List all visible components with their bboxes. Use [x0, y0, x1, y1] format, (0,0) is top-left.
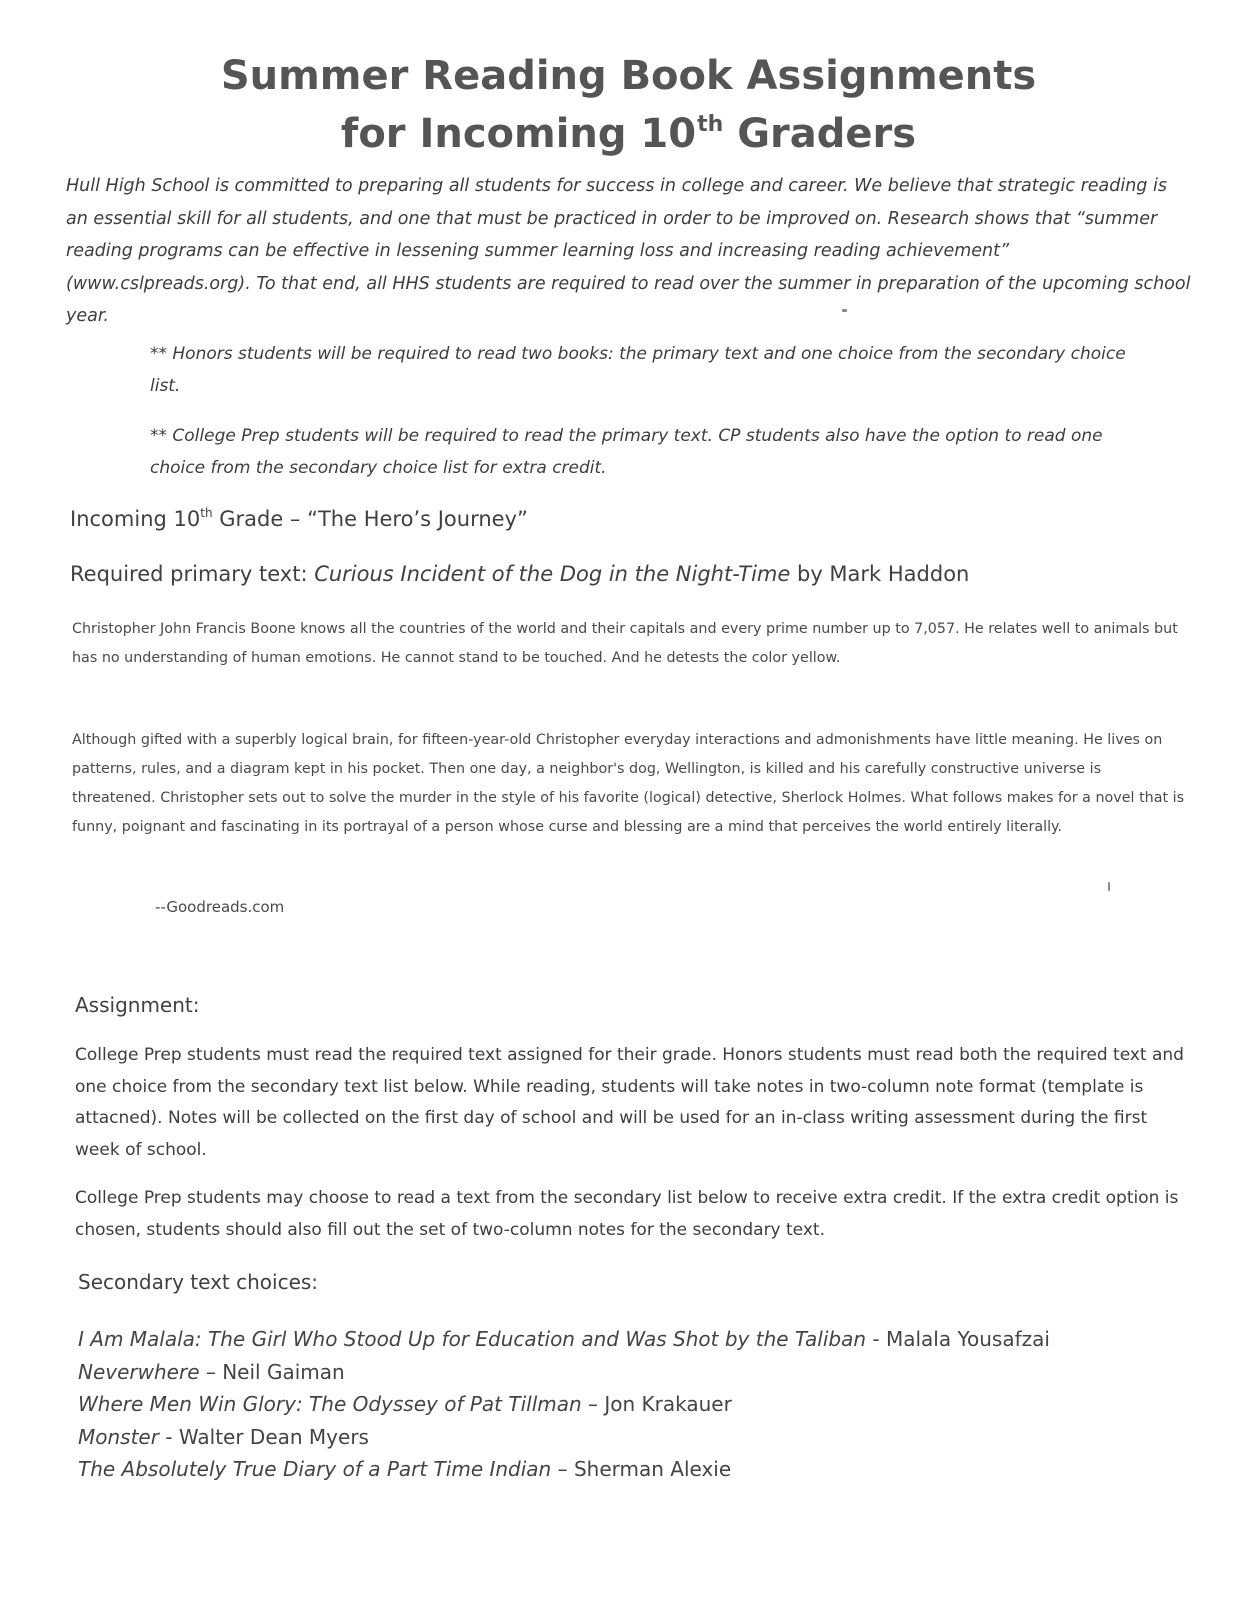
honors-note: ** Honors students will be required to read two books: the primary text and one choice from the secondary choice list. [150, 344, 1126, 396]
heading-superscript: th [200, 506, 213, 520]
book-title: Neverwhere [78, 1359, 200, 1384]
list-item [78, 1453, 1050, 1486]
list-item [78, 1388, 1050, 1421]
title-text: Graders [723, 111, 917, 157]
primary-label: Required primary text: [70, 562, 315, 586]
list-item [78, 1421, 1050, 1454]
scan-speck [1108, 882, 1110, 891]
book-author: - Malala Yousafzai [866, 1327, 1050, 1351]
title-superscript: th [697, 112, 724, 137]
primary-book-author: by Mark Haddon [790, 562, 970, 586]
book-author: – Jon Krakauer [581, 1392, 732, 1416]
secondary-book-list [78, 1323, 1050, 1486]
primary-book-title: Curious Incident of the Dog in the Night-Time [314, 562, 791, 586]
assignment-paragraph-2: College Prep students may choose to read a text from the secondary list below to receive extra credit. If the extra credit option is chosen, students should also fill out the set of two-column notes for the secondary text. [75, 1188, 1179, 1240]
intro-paragraph: Hull High School is committed to preparing all students for success in college and career. We believe that strategic reading is an essential skill for all students, and one that must be practiced in order to be improved on. Research shows that “summer reading programs can be effective in lessening summer learning loss and increasing reading achievement” (www.cslpreads.org). To that end, all HHS students are required to read over the summer in preparation of the upcoming school year. [66, 176, 1191, 326]
book-title: I Am Malala: The Girl Who Stood Up for Education and Was Shot by the Taliban [78, 1327, 867, 1351]
scan-speck [842, 309, 847, 312]
synopsis-paragraph-2: Although gifted with a superbly logical brain, for fifteen-year-old Christopher everyday interactions and admonishments have little meaning. He lives on patterns, rules, and a diagram kept in his pocket. Then one day, a neighbor's dog, Wellington, is killed and his carefully constructive universe is threatened. Christopher sets out to solve the murder in the style of his favorite (logical) detective, Sherlock Holmes. What follows makes for a novel that is funny, poignant and fascinating in its portrayal of a person whose curse and blessing are a mind that perceives the world entirely literally. [72, 732, 1185, 835]
assignment-paragraph-1: College Prep students must read the required text assigned for their grade. Honors students must read both the required text and one choice from the secondary text list below. While reading, students will take notes in two-column note format (template is attacned). Notes will be collected on the first day of school and will be used for an in-class writing assessment during the first week of school. [75, 1045, 1184, 1160]
synopsis-paragraph-1: Christopher John Francis Boone knows all the countries of the world and their capitals and every prime number up to 7,057. He relates well to animals but has no understanding of human emotions. He cannot stand to be touched. And he detests the color yellow. [72, 621, 1178, 666]
list-item [78, 1323, 1050, 1356]
list-item [78, 1356, 1050, 1389]
book-author: - Walter Dean Myers [158, 1424, 369, 1449]
secondary-heading: Secondary text choices: [78, 1270, 319, 1294]
book-title: Where Men Win Glory: The Odyssey of Pat Tillman [78, 1392, 582, 1416]
title-text: Summer Reading Book Assignments [220, 53, 1037, 99]
primary-text-heading [70, 562, 969, 586]
heading-text: Grade – “The Hero’s Journey” [212, 507, 528, 531]
synopsis-source: --Goodreads.com [155, 898, 285, 916]
book-title: Monster [78, 1424, 159, 1449]
book-title: The Absolutely True Diary of a Part Time Indian [78, 1457, 552, 1481]
grade-heading [70, 506, 528, 531]
heading-text: Incoming 10 [70, 507, 201, 531]
title-text: for Incoming 10 [340, 111, 697, 157]
book-author: – Sherman Alexie [551, 1457, 732, 1481]
book-author: – Neil Gaiman [199, 1359, 345, 1384]
assignment-heading: Assignment: [75, 993, 200, 1017]
page-title-line-1 [0, 53, 1257, 99]
college-prep-note: ** College Prep students will be required to read the primary text. CP students also have the option to read one choice from the secondary choice list for extra credit. [150, 426, 1103, 478]
page-title-line-2 [0, 111, 1257, 157]
